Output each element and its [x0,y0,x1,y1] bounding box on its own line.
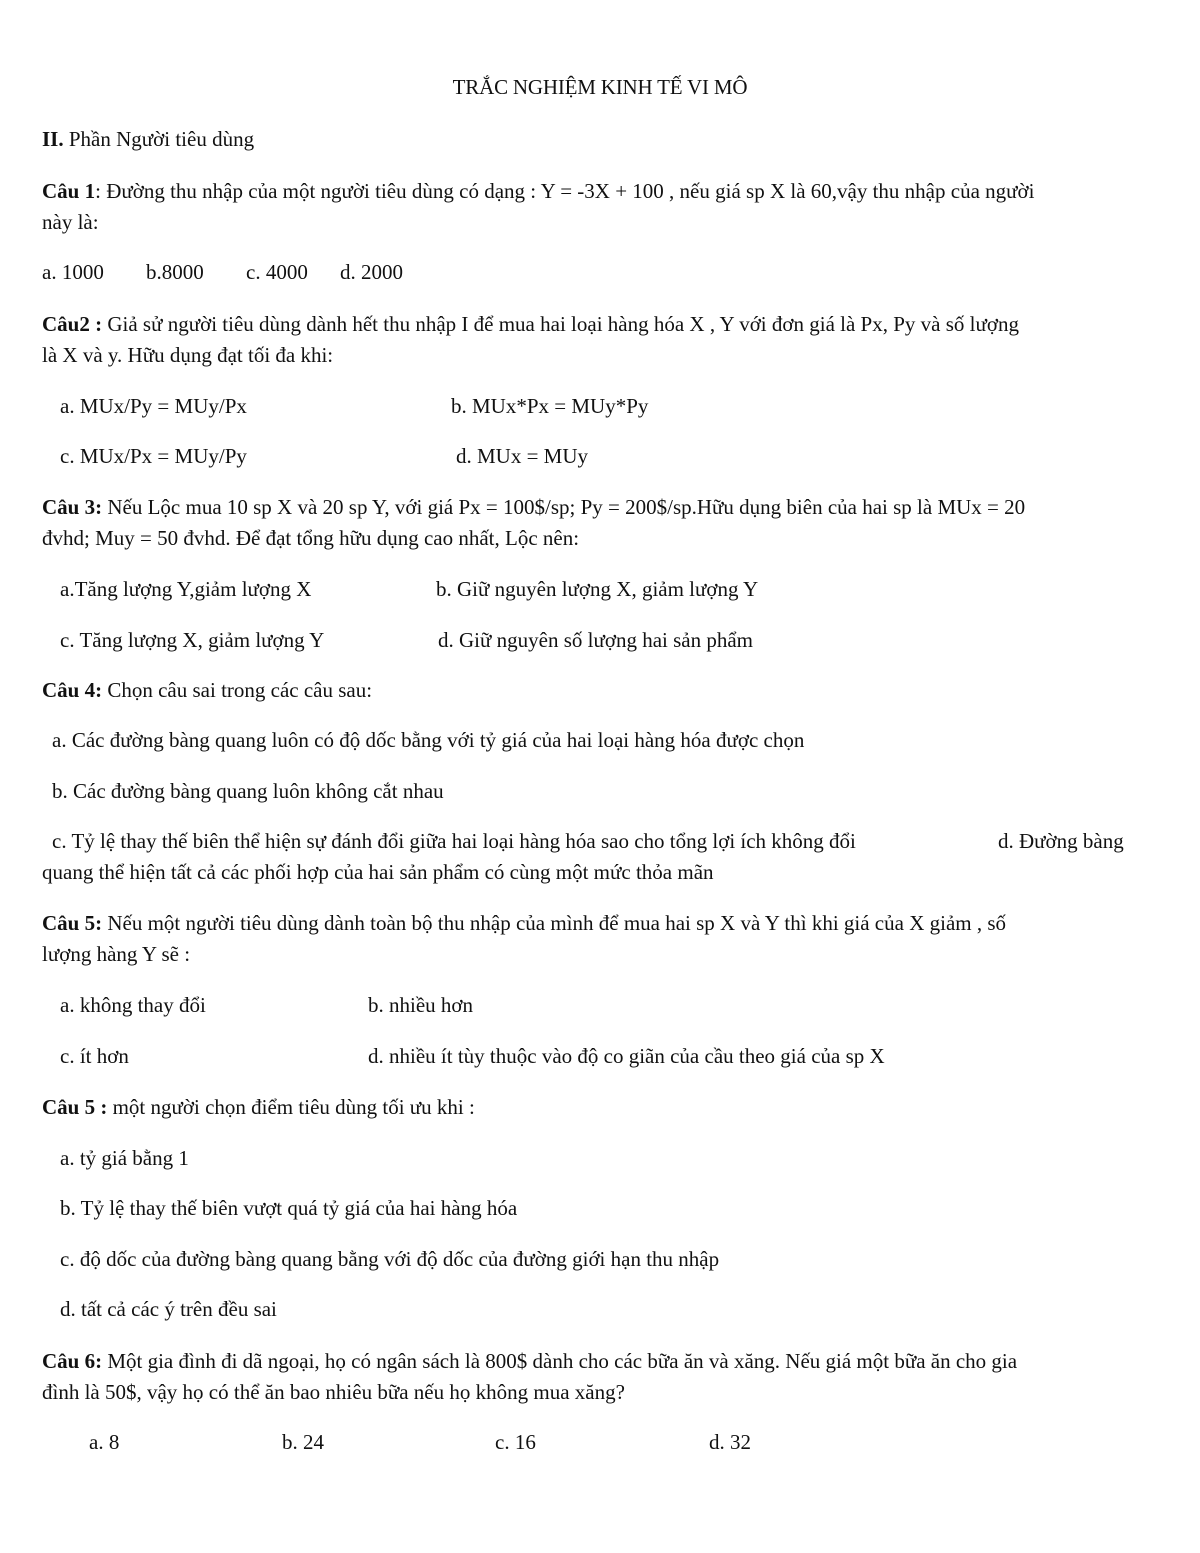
q1-option-b: b.8000 [146,260,204,284]
q6-option-a: a. 8 [89,1430,120,1454]
q2-option-c: c. MUx/Px = MUy/Py [60,444,247,468]
q3-text-2: đvhd; Muy = 50 đvhd. Để đạt tổng hữu dụng cao nhất, Lộc nên: [42,526,580,550]
q5-option-a: a. không thay đổi [60,993,206,1017]
q3-option-a: a.Tăng lượng Y,giảm lượng X [60,577,312,601]
section-number: II. [42,127,64,151]
q6-text-1: Một gia đình đi dã ngoại, họ có ngân sách là 800$ dành cho các bữa ăn và xăng. Nếu giá một bữa ăn cho gia [102,1349,1018,1373]
q1-option-d: d. 2000 [340,260,403,284]
q6-text-2: đình là 50$, vậy họ có thể ăn bao nhiêu bữa nếu họ không mua xăng? [42,1380,625,1404]
q5b-option-c: c. độ dốc của đường bàng quang bằng với độ dốc của đường giới hạn thu nhập [60,1247,720,1271]
q1-option-a: a. 1000 [42,260,104,284]
q1-text-1: : Đường thu nhập của một người tiêu dùng có dạng : Y = -3X + 100 , nếu giá sp X là 60,vậy thu nhập của người [95,179,1035,203]
q5b-option-d: d. tất cả các ý trên đều sai [60,1297,277,1321]
section-heading [42,126,254,152]
q4-option-c: c. Tỷ lệ thay thế biên thể hiện sự đánh đổi giữa hai loại hàng hóa sao cho tổng lợi ích không đổi [52,829,856,853]
q3-line1 [42,494,1025,520]
q6-option-b: b. 24 [282,1430,324,1454]
q3-label: Câu 3: [42,495,103,519]
q4-text-1: Chọn câu sai trong các câu sau: [102,678,373,702]
q2-option-a: a. MUx/Py = MUy/Px [60,394,247,418]
q1-option-c: c. 4000 [246,260,308,284]
q5-option-d: d. nhiều ít tùy thuộc vào độ co giãn của cầu theo giá của sp X [368,1044,885,1068]
q2-option-b: b. MUx*Px = MUy*Py [451,394,649,418]
q4-option-d-start: d. Đường bàng [998,829,1124,853]
q3-text-1: Nếu Lộc mua 10 sp X và 20 sp Y, với giá Px = 100$/sp; Py = 200$/sp.Hữu dụng biên của hai sp là MUx = 20 [102,495,1026,519]
q3-option-c: c. Tăng lượng X, giảm lượng Y [60,628,325,652]
q5-option-c: c. ít hơn [60,1044,129,1068]
q5-text-2: lượng hàng Y sẽ : [42,942,191,966]
q5-line1 [42,910,1006,936]
q2-text-2: là X và y. Hữu dụng đạt tối đa khi: [42,343,334,367]
q2-text-1: Giả sử người tiêu dùng dành hết thu nhập I để mua hai loại hàng hóa X , Y với đơn giá là Px, Py và số lượng [102,312,1019,336]
q6-option-d: d. 32 [709,1430,751,1454]
q4-option-a: a. Các đường bàng quang luôn có độ dốc bằng với tỷ giá của hai loại hàng hóa được chọn [52,728,805,752]
page-title: TRẮC NGHIỆM KINH TẾ VI MÔ [452,75,748,99]
q3-option-d: d. Giữ nguyên số lượng hai sản phẩm [438,628,753,652]
q4-label: Câu 4: [42,678,103,702]
q4-option-b: b. Các đường bàng quang luôn không cắt nhau [52,779,444,803]
q6-option-c: c. 16 [495,1430,536,1454]
q5b-option-b: b. Tỷ lệ thay thế biên vượt quá tỷ giá của hai hàng hóa [60,1196,518,1220]
q2-option-d: d. MUx = MUy [456,444,589,468]
q5-text-1: Nếu một người tiêu dùng dành toàn bộ thu nhập của mình để mua hai sp X và Y thì khi giá của X giảm , số [102,911,1007,935]
q1-label: Câu 1 [42,179,96,203]
q5-option-b: b. nhiều hơn [368,993,474,1017]
section-text: Phần Người tiêu dùng [63,127,255,151]
q5b-text-1: một người chọn điểm tiêu dùng tối ưu khi : [107,1095,475,1119]
q5b-option-a: a. tỷ giá bằng 1 [60,1146,189,1170]
q5b-line1 [42,1094,475,1120]
q4-option-d-continued: quang thể hiện tất cả các phối hợp của hai sản phẩm có cùng một mức thỏa mãn [42,860,714,884]
q5-label: Câu 5: [42,911,103,935]
q2-label: Câu2 : [42,312,103,336]
q1-line1 [42,178,1034,204]
q6-label: Câu 6: [42,1349,103,1373]
q5b-label: Câu 5 : [42,1095,108,1119]
q1-text-2: này là: [42,210,99,234]
q2-line1 [42,311,1019,337]
q6-line1 [42,1348,1017,1374]
q4-line1 [42,677,372,703]
q3-option-b: b. Giữ nguyên lượng X, giảm lượng Y [436,577,759,601]
